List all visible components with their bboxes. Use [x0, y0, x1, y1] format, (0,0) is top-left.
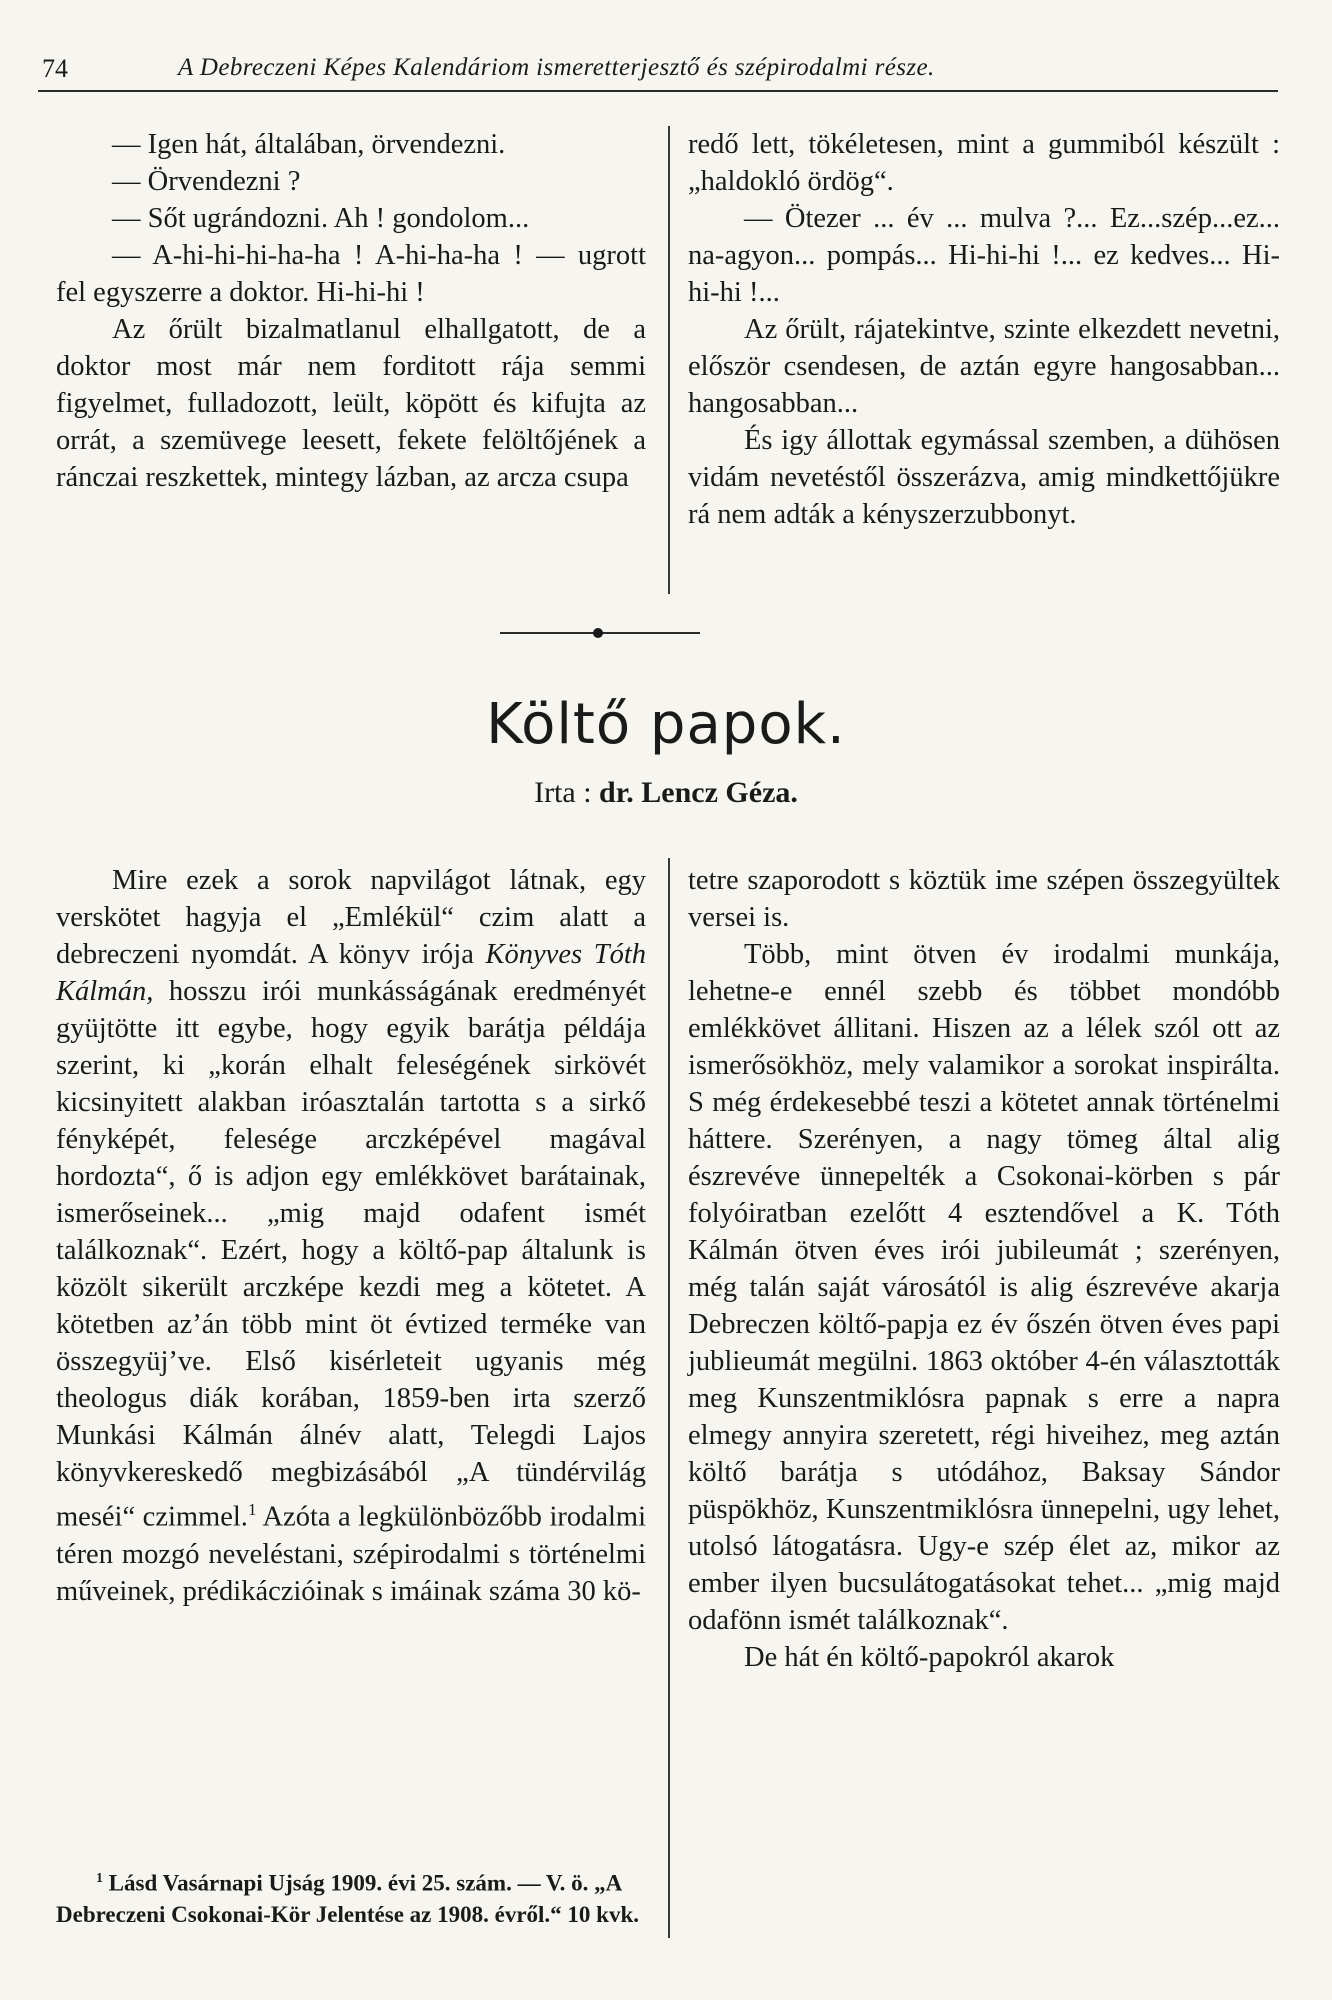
section-divider-ornament — [500, 626, 700, 640]
footnotes — [56, 1862, 656, 1930]
paragraph: — Igen hát, általában, örvendezni. — [112, 129, 506, 160]
bottom-left-column — [56, 862, 646, 1610]
column-divider — [668, 126, 670, 594]
footnote — [56, 1862, 656, 1930]
paragraph: — Örvendezni ? — [112, 166, 301, 197]
running-header — [38, 50, 1278, 92]
paragraph: — Ötezer ... év ... mulva ?... Ez...szép...ez... na-agyon... pompás... Hi-hi-hi !... ez kedves... Hi-hi-hi !... — [688, 203, 1280, 308]
paragraph: Több, mint ötven év irodalmi munkája, lehetne-e ennél szebb és többet mondóbb emlékkövet állitani. Hiszen az a lélek szól ott az ismerősökhöz, mely valamikor a sorokat inspirálta. S még érdekesebbé teszi a kötetet annak történelmi háttere. Szerényen, a nagy tömeg által alig észrevéve ünnepelték a Csokonai-körben s pár folyóiratban ezelőtt 4 esztendővel a K. Tóth Kálmán ötven éves irói jubileumát ; szerényen, még talán saját városától is alig észrevéve akarja Debreczen költő-papja ez év őszén ötven éves papi jublieumát megülni. 1863 október 4-én választották meg Kunszentmiklósra papnak s erre a napra elmegy annyira szeretett, régi hiveihez, meg aztán költő barátja s utódához, Baksay Sándor püspökhöz, Kunszentmiklósra ünnepelni, ugy lehet, utolsó látogatásra. Ugy-e szép élet az, mikor az ember ilyen bucsulátogatásokat tehet... „mig majd odafönn ismét találkoznak“. — [688, 939, 1280, 1636]
byline-prefix: Irta : — [534, 776, 592, 809]
paragraph: tetre szaporodott s köztük ime szépen összegyültek versei is. — [688, 865, 1280, 933]
footnote-reference: 1 — [247, 1500, 257, 1519]
running-title: A Debreczeni Képes Kalendáriom ismeretterjesztő és szépirodalmi része. — [178, 54, 935, 81]
paragraph: — A-hi-hi-hi-ha-ha ! A-hi-ha-ha ! — ugrott fel egyszerre a doktor. Hi-hi-hi ! — [56, 240, 646, 308]
paragraph: Az őrült, rájatekintve, szinte elkezdett nevetni, először csendesen, de aztán egyre hangosabban... hangosabban... — [688, 314, 1280, 419]
byline-author: dr. Lencz Géza. — [599, 776, 798, 809]
column-divider — [668, 858, 670, 1938]
page-number: 74 — [42, 54, 68, 83]
byline — [0, 776, 1332, 810]
article-title: Költő papok. — [486, 692, 846, 757]
footnote-mark: 1 — [96, 1870, 103, 1885]
paragraph: redő lett, tökéletesen, mint a gummiból készült : „haldokló ördög“. — [688, 129, 1280, 197]
paragraph: De hát én költő-papokról akarok — [744, 1642, 1115, 1673]
paragraph: — Sőt ugrándozni. Ah ! gondolom... — [112, 203, 530, 234]
text-run: hosszu irói munkásságának eredményét gyüjtötte itt egybe, hogy egyik barátja példája szerint, ki „korán elhalt feleségének sirkövét kicsinyitett alakban iróasztalán tartotta s a sirkő fényképét, felesége arczképével magával hordozta“, ő is adjon egy emlékkövet barátainak, ismerőseinek... „mig majd odafent ismét találkoznak“. Ezért, hogy a költő-pap általunk is közölt sikerült arczképe kezdi meg a kötetet. A kötetben az’án több mint öt évtized terméke van összegyüj’ve. Első kisérleteit ugyanis még theologus diák korában, 1859-ben irta szerző Munkási Kálmán álnév alatt, Telegdi Lajos könyvkereskedő megbizásából „A tündérvilág meséi“ czimmel. — [56, 976, 646, 1533]
divider-dot-icon — [593, 628, 603, 638]
top-right-column — [688, 126, 1280, 533]
book-author-name: Könyves Tóth Kálmán, — [56, 939, 646, 1007]
bottom-right-column — [688, 862, 1280, 1676]
text-run: Azóta a legkülönbözőbb irodalmi téren mozgó neveléstani, szépirodalmi s történelmi műveinek, prédikáczióinak s imáinak száma 30 kö- — [56, 1501, 647, 1607]
footnote-text: Lásd Vasárnapi Ujság 1909. évi 25. szám. — V. ö. „A Debreczeni Csokonai-Kör Jelentése az 1908. évről.“ 10 kvk. — [56, 1870, 640, 1927]
paragraph: És igy állottak egymással szemben, a dühösen vidám nevetéstől összerázva, amig mindkettőjükre rá nem adták a kényszerzubbonyt. — [688, 425, 1280, 530]
top-left-column — [56, 126, 646, 496]
paragraph — [56, 862, 646, 1610]
paragraph: Az őrült bizalmatlanul elhallgatott, de a doktor most már nem forditott rája semmi figyelmet, fulladozott, leült, köpött és kifujta az orrát, a szemüvege leesett, fekete felöltőjének a ránczai reszkettek, mintegy lázban, az arcza csupa — [56, 314, 646, 493]
text-run: Mire ezek a sorok napvilágot látnak, egy verskötet hagyja el „Emlékül“ czim alatt a debreczeni nyomdát. A könyv irója — [56, 865, 646, 970]
